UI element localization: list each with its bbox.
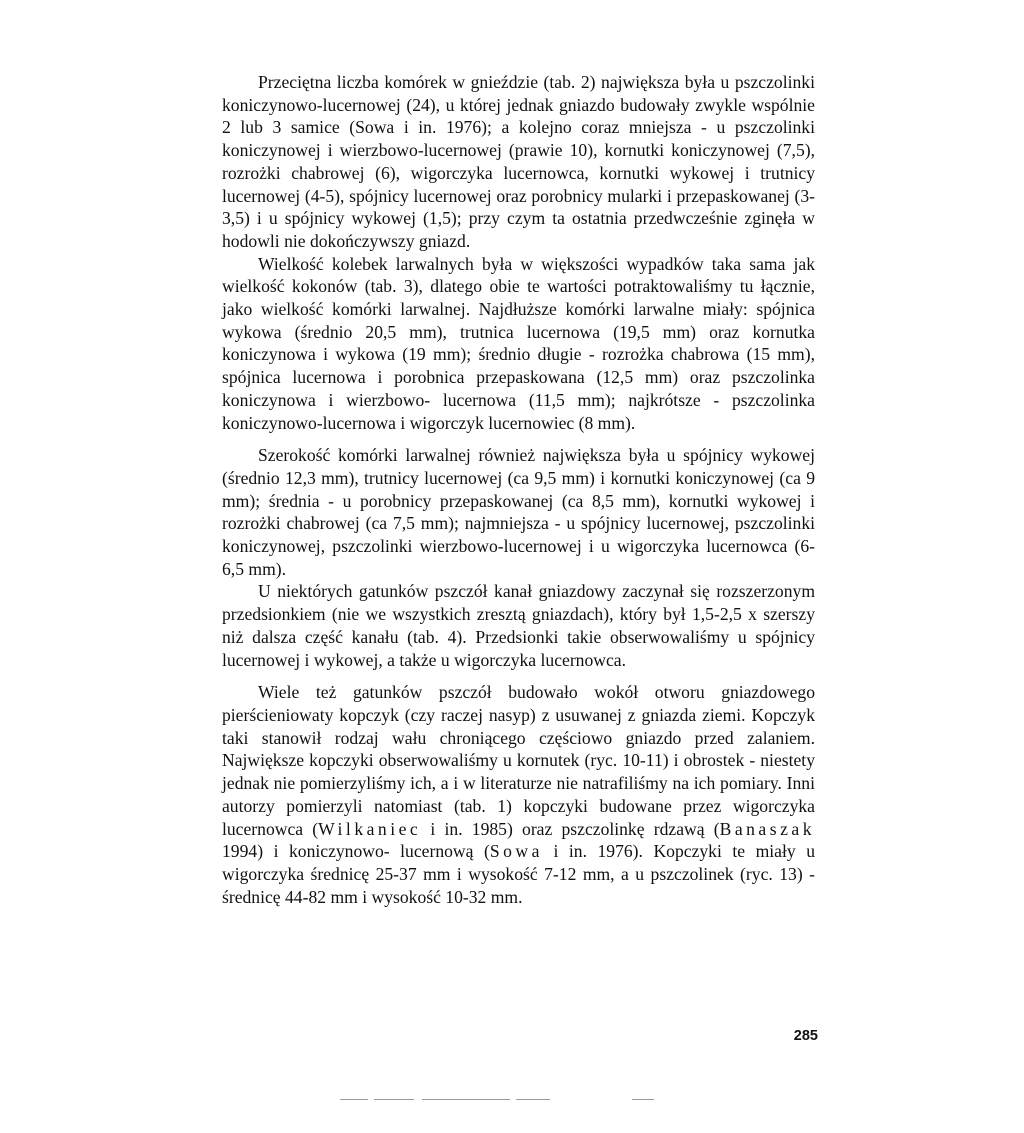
paragraph-5 [222,681,815,908]
author-citation-sowa: Sowa [489,841,543,862]
author-citation-banaszak: Banaszak [719,818,815,839]
scan-artifact-segment [632,1099,654,1100]
scan-artifact-segment [422,1099,510,1100]
author-citation-wilkaniec: Wilkaniec [318,818,422,839]
paragraph-5-text-d: i in. 1976). Kopczyki te miały u wigorczyka średnicę 25-37 mm i wysokość 7-12 mm, a u pszczolinek (ryc. 13) - średnicę 44-82 mm i wysokość 10-32 mm. [222,841,815,907]
paragraph-1 [222,71,815,253]
paragraph-5-text-b: i in. 1985) oraz pszczolinkę rdzawą ( [421,818,720,839]
scan-artifact-line [340,1098,660,1102]
paragraph-2 [222,253,815,435]
scan-artifact-segment [516,1099,550,1100]
paragraph-1-text: Przeciętna liczba komórek w gnieździe (tab. 2) największa była u pszczolinki koniczynowo-lucernowej (24), u której jednak gniazdo budowały zwykle wspólnie 2 lub 3 samice (Sowa i in. 1976); a kolejno coraz mniejsza - u pszczolinki koniczynowej i wierzbowo-lucernowej (prawie 10), kornutki koniczynowej (7,5), rozrożki chabrowej (6), wigorczyka lucernowca, kornutki wykowej i trutnicy lucernowej (4-5), spójnicy lucernowej oraz porobnicy mularki i przepaskowanej (3-3,5) i u spójnicy wykowej (1,5); przy czym ta ostatnia przedwcześnie zginęła w hodowli nie dokończywszy gniazd. [222,72,815,251]
paragraph-4-text: U niektórych gatunków pszczół kanał gniazdowy zaczynał się rozszerzonym przedsionkiem (nie we wszystkich zresztą gniazdach), który był 1,5-2,5 x szerszy niż dalsza część kanału (tab. 4). Przedsionki takie obserwowaliśmy u spójnicy lucernowej i wykowej, a także u wigorczyka lucernowca. [222,581,815,670]
scan-artifact-segment [340,1099,368,1100]
scan-artifact-segment [374,1099,414,1100]
paragraph-3 [222,444,815,580]
paragraph-5-text-a: Wiele też gatunków pszczół budowało wokół otworu gniazdowego pierścieniowaty kopczyk (czy raczej nasyp) z usuwanej z gniazda ziemi. Kopczyk taki stanowił rodzaj wału chroniącego częściowo gniazdo przed zalaniem. Największe kopczyki obserwowaliśmy u kornutek (ryc. 10-11) i obrostek - niestety jednak nie pomierzyliśmy ich, a i w literaturze nie natrafiliśmy na ich pomiary. Inni autorzy pomierzyli natomiast (tab. 1) kopczyki budowane przez wigorczyka lucernowca ( [222,682,815,839]
paragraph-2-text: Wielkość kolebek larwalnych była w większości wypadków taka sama jak wielkość kokonów (tab. 3), dlatego obie te wartości potraktowaliśmy tu łącznie, jako wielkość komórki larwalnej. Najdłuższe komórki larwalne miały: spójnica wykowa (średnio 20,5 mm), trutnica lucernowa (19,5 mm) oraz kornutka koniczynowa i wykowa (19 mm); średnio długie - rozrożka chabrowa (15 mm), spójnica lucernowa i porobnica przepaskowana (12,5 mm) oraz pszczolinka koniczynowa i wierzbowo- lucernowa (11,5 mm); najkrótsze - pszczolinka koniczynowo-lucernowa i wigorczyk lucernowiec (8 mm). [222,253,815,433]
paragraph-5-text-c: 1994) i koniczynowo- lucernową ( [222,841,490,862]
paragraph-4 [222,580,815,671]
body-text [222,71,815,908]
paragraph-3-text: Szerokość komórki larwalnej również największa była u spójnicy wykowej (średnio 12,3 mm), trutnicy lucernowej (ca 9,5 mm) i kornutki koniczynowej (ca 9 mm); średnia - u porobnicy przepaskowanej (ca 8,5 mm), kornutki wykowej i rozrożki chabrowej (ca 7,5 mm); najmniejsza - u spójnicy lucernowej, pszczolinki koniczynowej, pszczolinki wierzbowo-lucernowej i u wigorczyka lucernowca (6-6,5 mm). [222,445,815,579]
page-number: 285 [793,1028,818,1044]
